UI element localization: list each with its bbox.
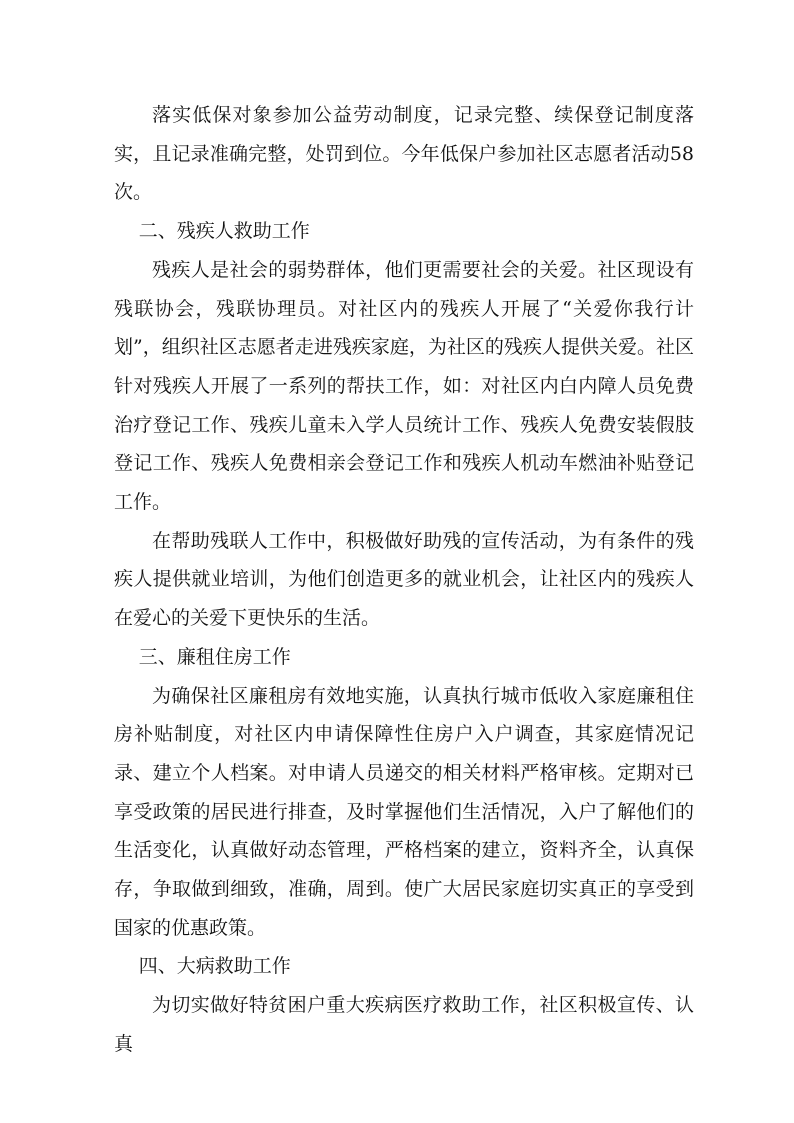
document-body: [114, 96, 694, 1064]
section-heading-disability-aid: 二、残疾人救助工作: [138, 220, 310, 243]
section-heading-low-rent-housing: 三、廉租住房工作: [138, 645, 291, 668]
paragraph-low-rent-housing: 为确保社区廉租房有效地实施，认真执行城市低收入家庭廉租住房补贴制度，对社区内申请保障性住房户入户调查，其家庭情况记录、建立个人档案。对申请人员递交的相关材料严格审核。定期对已享受政策的居民进行排查，及时掌握他们生活情况，入户了解他们的生活变化，认真做好动态管理，严格档案的建立，资料齐全，认真保存，争取做到细致，准确，周到。使广大居民家庭切实真正的享受到国家的优惠政策。: [114, 684, 694, 939]
paragraph-disability-care: 残疾人是社会的弱势群体，他们更需要社会的关爱。社区现设有残联协会，残联协理员。对社区内的残疾人开展了“关爱你我行计划”，组织社区志愿者走进残疾家庭，为社区的残疾人提供关爱。社区针对残疾人开展了一系列的帮扶工作，如：对社区内白内障人员免费治疗登记工作、残疾儿童未入学人员统计工作、残疾人免费安装假肢登记工作、残疾人免费相亲会登记工作和残疾人机动车燃油补贴登记工作。: [114, 258, 694, 514]
paragraph-disability-employment: 在帮助残联人工作中，积极做好助残的宣传活动，为有条件的残疾人提供就业培训，为他们创造更多的就业机会，让社区内的残疾人在爱心的关爱下更快乐的生活。: [114, 529, 694, 630]
section-heading-serious-illness-aid: 四、大病救助工作: [138, 955, 291, 978]
paragraph-low-income-labor: 落实低保对象参加公益劳动制度，记录完整、续保登记制度落实，且记录准确完整，处罚到位。今年低保户参加社区志愿者活动58次。: [114, 104, 694, 204]
paragraph-serious-illness-aid: 为切实做好特贫困户重大疾病医疗救助工作，社区积极宣传、认真: [114, 994, 694, 1055]
